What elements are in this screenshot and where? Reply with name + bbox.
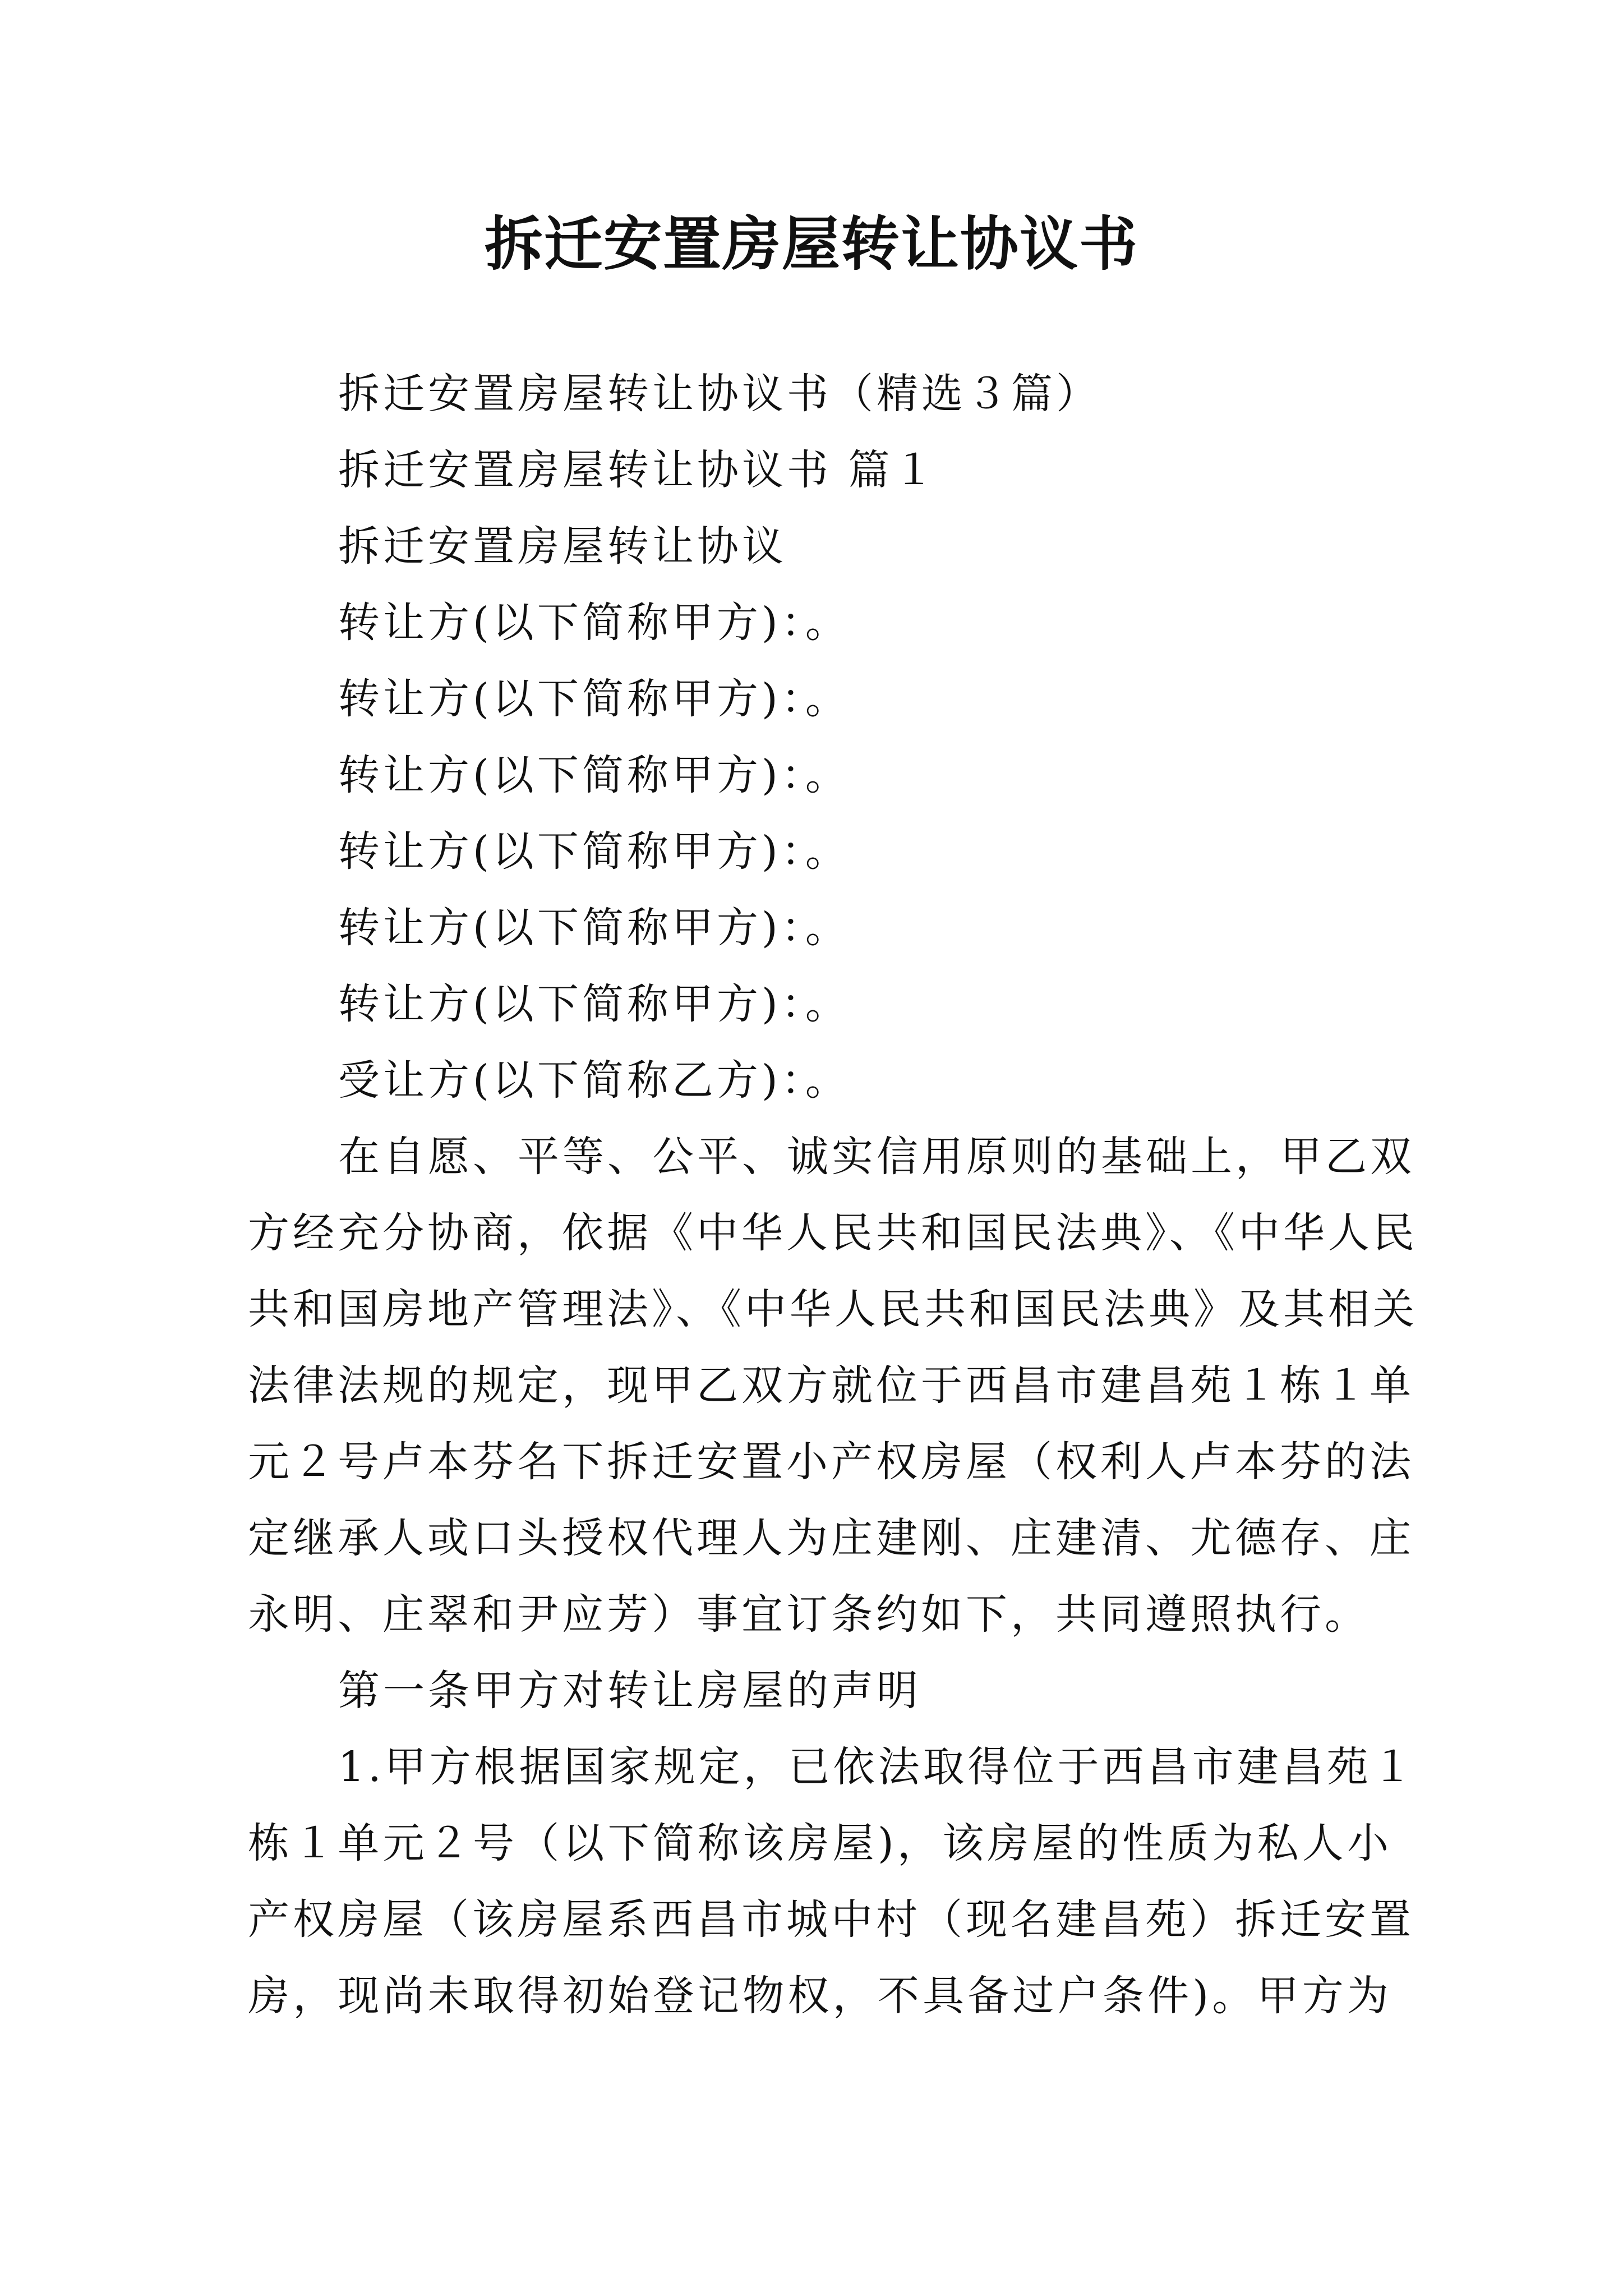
doc-line-subtitle: 拆迁安置房屋转让协议书（精选３篇） <box>338 370 1101 418</box>
doc-line-transferor: 转让方(以下简称甲方)：。 <box>338 675 850 723</box>
paragraph-line: 永明、庄翠和尹应芳）事宜订条约如下，共同遵照执行。 <box>248 1590 1370 1639</box>
doc-line-agreement-name: 拆迁安置房屋转让协议 <box>338 522 787 570</box>
doc-line-transferor: 转让方(以下简称甲方)：。 <box>338 904 850 952</box>
doc-line-transferor: 转让方(以下简称甲方)：。 <box>338 599 850 647</box>
doc-line-section: 拆迁安置房屋转让协议书 篇１ <box>338 446 938 494</box>
paragraph-line: 法律法规的规定，现甲乙双方就位于西昌市建昌苑１栋１单 <box>248 1361 1414 1410</box>
paragraph-line: 栋１单元２号（以下简称该房屋)，该房屋的性质为私人小 <box>248 1819 1392 1867</box>
doc-line-transferor: 转让方(以下简称甲方)：。 <box>338 980 850 1028</box>
paragraph-line: 在自愿、平等、公平、诚实信用原则的基础上，甲乙双 <box>338 1133 1415 1181</box>
document-title: 拆迁安置房屋转让协议书 <box>484 209 1138 278</box>
article-heading: 第一条甲方对转让房屋的声明 <box>338 1667 921 1715</box>
paragraph-line: 产权房屋（该房屋系西昌市城中村（现名建昌苑）拆迁安置 <box>248 1895 1414 1944</box>
paragraph-line: 房，现尚未取得初始登记物权，不具备过户条件)。甲方为 <box>248 1972 1392 2020</box>
doc-line-transferee: 受让方(以下简称乙方)：。 <box>338 1056 850 1105</box>
paragraph-line: 1.甲方根据国家规定，已依法取得位于西昌市建昌苑１ <box>338 1743 1417 1791</box>
paragraph-line: 元２号卢本芬名下拆迁安置小产权房屋（权利人卢本芬的法 <box>248 1438 1414 1486</box>
paragraph-line: 共和国房地产管理法》、《中华人民共和国民法典》及其相关 <box>248 1285 1418 1333</box>
paragraph-line: 定继承人或口头授权代理人为庄建刚、庄建清、尤德存、庄 <box>248 1514 1414 1562</box>
doc-line-transferor: 转让方(以下简称甲方)：。 <box>338 751 850 799</box>
paragraph-line: 方经充分协商，依据《中华人民共和国民法典》、《中华人民 <box>248 1209 1418 1257</box>
doc-line-transferor: 转让方(以下简称甲方)：。 <box>338 827 850 876</box>
